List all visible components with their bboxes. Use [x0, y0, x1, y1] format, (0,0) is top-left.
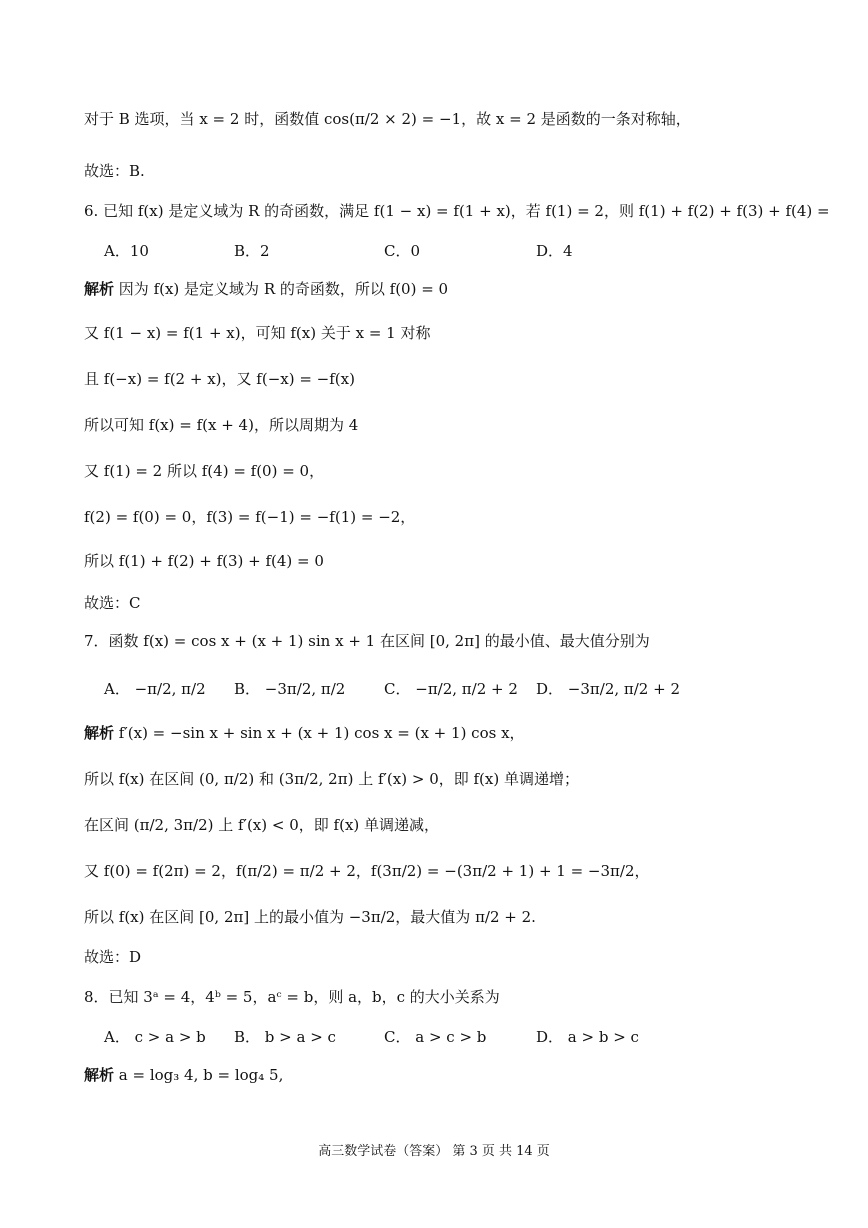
analysis-label: 解析 — [84, 725, 115, 742]
analysis-text: 因为 f(x) 是定义域为 R 的奇函数，所以 f(0) = 0 — [118, 280, 449, 298]
q7-option-a: A． −π/2, π/2 — [104, 680, 206, 698]
text-line: 故选：D — [84, 948, 142, 966]
text-line: 又 f(0) = f(2π) = 2，f(π/2) = π/2 + 2，f(3π/2) = −(3π/2 + 1) + 1 = −3π/2， — [84, 862, 650, 880]
q6-option-b: B．2 — [234, 242, 270, 260]
text-line: 且 f(−x) = f(2 + x)，又 f(−x) = −f(x) — [84, 370, 355, 388]
text-line: 在区间 (π/2, 3π/2) 上 f′(x) < 0，即 f(x) 单调递减， — [84, 816, 440, 834]
question-8: 8．已知 3ᵃ = 4，4ᵇ = 5，aᶜ = b，则 a，b，c 的大小关系为 — [84, 988, 500, 1006]
text-line: 又 f(1) = 2 所以 f(4) = f(0) = 0， — [84, 462, 325, 480]
text-line: f(2) = f(0) = 0，f(3) = f(−1) = −f(1) = −2， — [84, 508, 416, 526]
text-line: 对于 B 选项，当 x = 2 时，函数值 cos(π/2 × 2) = −1，故 x = 2 是函数的一条对称轴， — [84, 110, 691, 128]
q8-option-d: D． a > b > c — [536, 1028, 639, 1046]
analysis-8 — [84, 1064, 283, 1085]
text-line: 故选：C — [84, 594, 141, 612]
q8-option-a: A． c > a > b — [104, 1028, 206, 1046]
question-6: 6. 已知 f(x) 是定义域为 R 的奇函数，满足 f(1 − x) = f(1 + x)，若 f(1) = 2，则 f(1) + f(2) + f(3) + f(4) = — [84, 202, 830, 220]
q8-option-c: C． a > c > b — [384, 1028, 487, 1046]
q8-option-b: B． b > a > c — [234, 1028, 336, 1046]
text-line: 所以 f(x) 在区间 [0, 2π] 上的最小值为 −3π/2，最大值为 π/2 + 2. — [84, 908, 536, 926]
q6-option-a: A．10 — [104, 242, 149, 260]
question-7: 7．函数 f(x) = cos x + (x + 1) sin x + 1 在区间 [0, 2π] 的最小值、最大值分别为 — [84, 632, 650, 650]
analysis-text: a = log₃ 4, b = log₄ 5, — [118, 1066, 284, 1084]
text-line: 故选：B. — [84, 162, 145, 180]
text-line: 又 f(1 − x) = f(1 + x)，可知 f(x) 关于 x = 1 对称 — [84, 324, 431, 342]
q7-option-b: B． −3π/2, π/2 — [234, 680, 346, 698]
analysis-6 — [84, 278, 448, 299]
q7-option-d: D． −3π/2, π/2 + 2 — [536, 680, 681, 698]
text-line: 所以可知 f(x) = f(x + 4)，所以周期为 4 — [84, 416, 359, 434]
analysis-text: f′(x) = −sin x + sin x + (x + 1) cos x = (x + 1) cos x， — [118, 724, 525, 742]
q6-option-d: D．4 — [536, 242, 573, 260]
analysis-label: 解析 — [84, 281, 115, 298]
page-footer: 高三数学试卷（答案） 第 3 页 共 14 页 — [318, 1144, 550, 1159]
analysis-label: 解析 — [84, 1067, 115, 1084]
text-line: 所以 f(x) 在区间 (0, π/2) 和 (3π/2, 2π) 上 f′(x) > 0，即 f(x) 单调递增； — [84, 770, 579, 788]
text-line: 所以 f(1) + f(2) + f(3) + f(4) = 0 — [84, 552, 324, 570]
q7-option-c: C． −π/2, π/2 + 2 — [384, 680, 518, 698]
analysis-7 — [84, 722, 525, 743]
q6-option-c: C．0 — [384, 242, 421, 260]
